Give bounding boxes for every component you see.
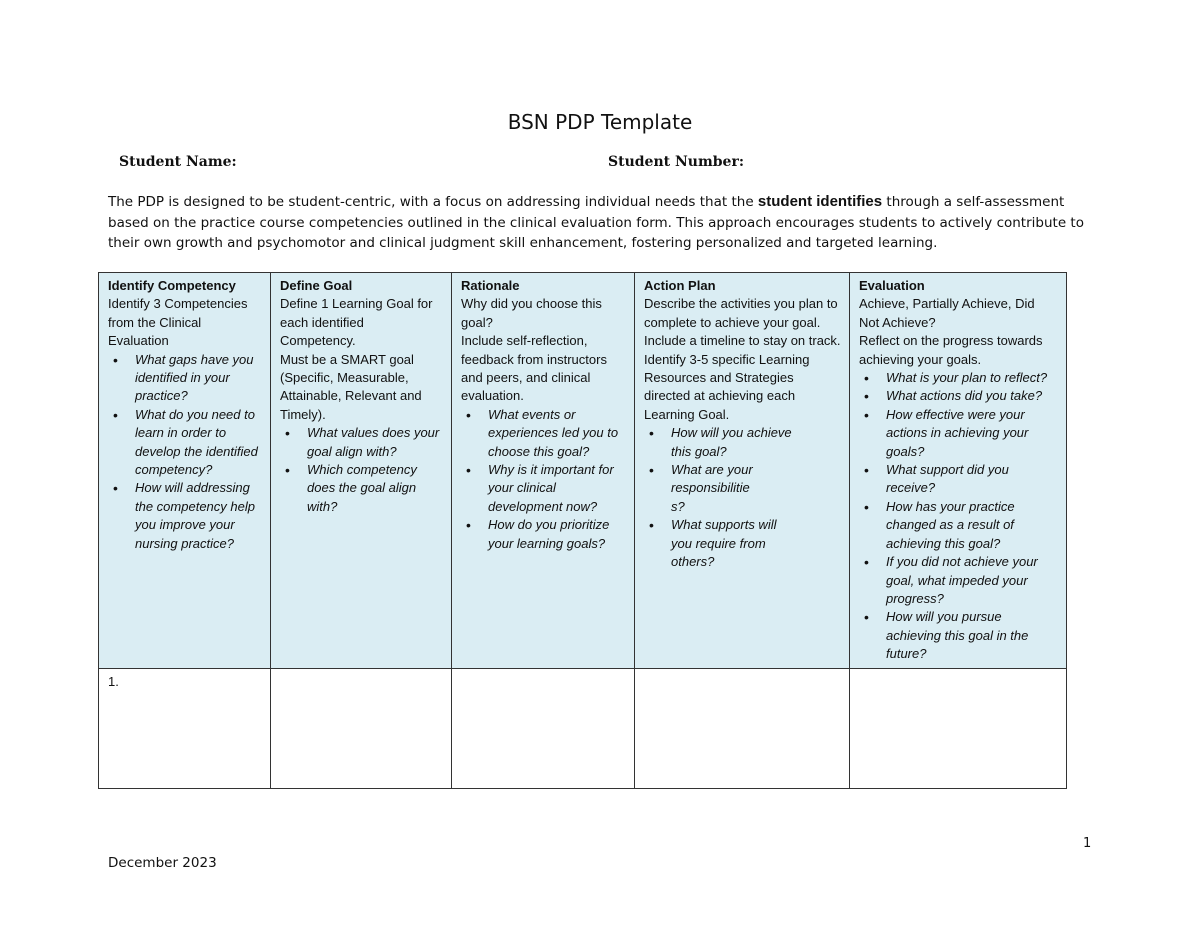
guiding-question: • What values does your goal align with? — [307, 424, 443, 461]
table-cell[interactable] — [635, 669, 850, 789]
pdp-table — [98, 272, 1067, 789]
guiding-question: • What is your plan to reflect? — [886, 369, 1058, 387]
guiding-question: • What support did you receive? — [886, 461, 1058, 498]
guiding-question: • How will addressing the competency help you improve your nursing practice? — [135, 479, 262, 553]
table-cell[interactable]: 1. — [99, 669, 271, 789]
guiding-question: • If you did not achieve your goal, what impeded your progress? — [886, 553, 1058, 608]
guiding-questions — [461, 406, 626, 553]
guiding-questions — [108, 351, 262, 553]
guiding-question: • How do you prioritize your learning goals? — [488, 516, 626, 553]
column-description: Must be a SMART goal (Specific, Measurable, Attainable, Relevant and Timely). — [280, 351, 422, 422]
table-cell[interactable] — [271, 669, 452, 789]
guiding-question: • Why is it important for your clinical development now? — [488, 461, 626, 516]
guiding-question: • How will you pursue achieving this goal in the future? — [886, 608, 1058, 663]
column-header: Define Goal — [280, 278, 353, 293]
student-name-label: Student Name: — [119, 154, 237, 170]
guiding-question: • How has your practice changed as a result of achieving this goal? — [886, 498, 1058, 553]
table-cell[interactable] — [452, 669, 635, 789]
column-description: Describe the activities you plan to complete to achieve your goal. Include a timeline to stay on track. Identify 3-5 specific Learning Resources and Strategies directed at achieving each Learning Goal. — [644, 296, 841, 422]
guiding-questions — [280, 424, 443, 516]
guiding-question: • What actions did you take? — [886, 387, 1058, 405]
column-description: Identify 3 Competencies from the Clinical Evaluation — [108, 296, 248, 349]
guiding-question: • What events or experiences led you to choose this goal? — [488, 406, 626, 461]
guiding-question: • What gaps have you identified in your practice? — [135, 351, 262, 406]
guiding-questions — [644, 424, 792, 571]
table-cell[interactable] — [850, 669, 1067, 789]
intro-text-emphasis: student identifies — [757, 193, 883, 210]
column-description: Achieve, Partially Achieve, Did Not Achieve? — [859, 296, 1035, 330]
footer-date: December 2023 — [108, 855, 217, 871]
table-row — [99, 669, 1067, 789]
column-description: Reflect on the progress towards achieving your goals. — [859, 333, 1043, 367]
guiding-question: • How effective were your actions in achieving your goals? — [886, 406, 1058, 461]
guiding-question: • What do you need to learn in order to develop the identified competency? — [135, 406, 262, 480]
document-title: BSN PDP Template — [507, 110, 693, 134]
guiding-questions — [859, 369, 1058, 664]
column-evaluation — [850, 273, 1067, 669]
column-description: Why did you choose this goal? — [461, 296, 602, 330]
column-identify-competency — [99, 273, 271, 669]
student-number-label: Student Number: — [608, 154, 745, 170]
intro-text-after: through a self-assessment based on the practice course competencies outlined in the clinical evaluation form. This approach encourages students to actively contribute to their own growth and psychomotor and clinical judgment skill enhancement, fostering personalized and targeted learning. — [108, 194, 1084, 251]
page-number: 1 — [1083, 836, 1092, 851]
column-header: Rationale — [461, 278, 520, 293]
column-define-goal — [271, 273, 452, 669]
guiding-question: • Which competency does the goal align with? — [307, 461, 443, 516]
column-header: Identify Competency — [108, 278, 236, 293]
column-description: Define 1 Learning Goal for each identified Competency. — [280, 296, 433, 349]
column-rationale — [452, 273, 635, 669]
guiding-question: • How will you achieve this goal? — [671, 424, 811, 461]
intro-paragraph — [108, 192, 1098, 254]
guiding-question: • What supports will you require from others? — [671, 516, 801, 571]
column-header: Evaluation — [859, 278, 925, 293]
intro-text-before: The PDP is designed to be student-centric, with a focus on addressing individual needs that the — [108, 194, 758, 210]
column-header: Action Plan — [644, 278, 716, 293]
guiding-question: • What are your responsibilities? — [671, 461, 759, 516]
column-action-plan — [635, 273, 850, 669]
column-description: Include self-reflection, feedback from instructors and peers, and clinical evaluation. — [461, 333, 607, 404]
table-header-row — [99, 273, 1067, 669]
